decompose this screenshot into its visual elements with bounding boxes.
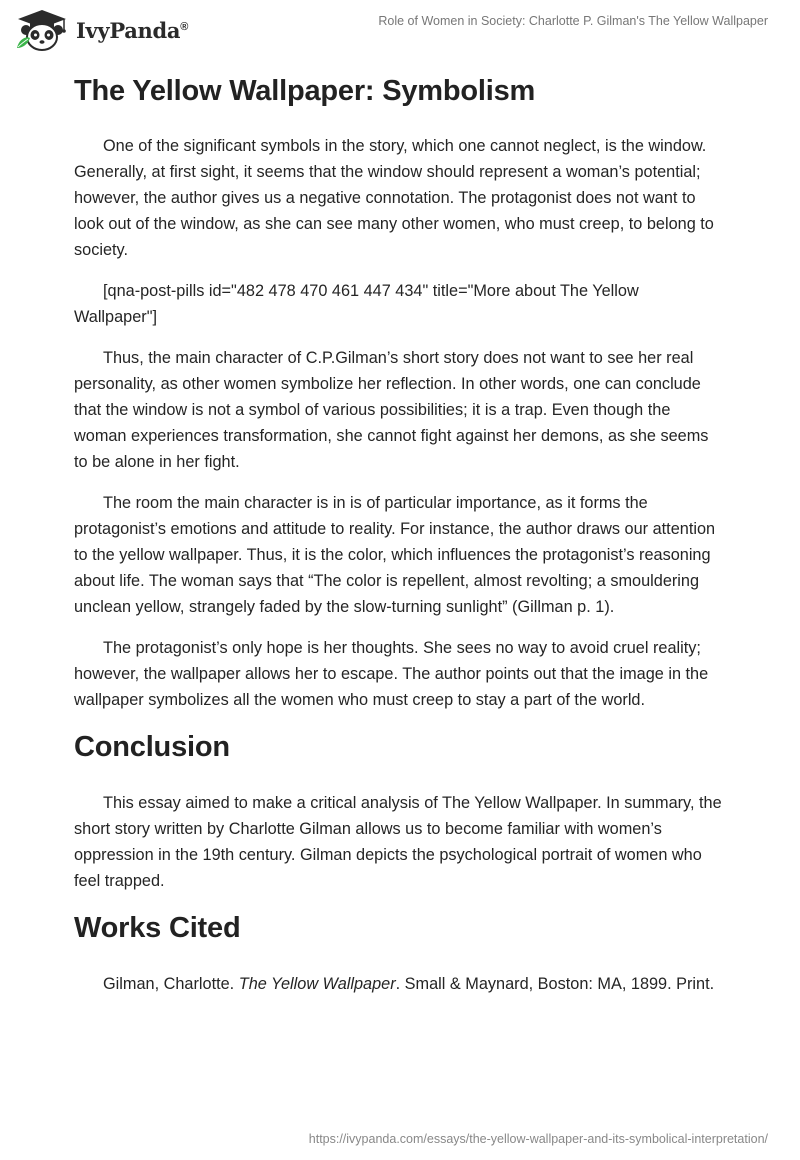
symbolism-heading: The Yellow Wallpaper: Symbolism: [74, 75, 536, 107]
citation-author: Gilman, Charlotte.: [103, 975, 235, 993]
paragraph: Thus, the main character of C.P.Gilman’s short story does not want to see her real personality, as other women symbolize her reflection. In other words, one can conclude that the window is not a symbol of various possibilities; it is a trap. Even though the woman experiences transformation, she cannot fight against her demons, as she seems to be alone in her fight.: [74, 349, 709, 471]
paragraph: The protagonist’s only hope is her thoughts. She sees no way to avoid cruel reality; however, the wallpaper allows her to escape. The author points out that the image in the wallpaper symbolizes all the women who must creep to stay a part of the world.: [74, 639, 709, 709]
conclusion-heading: Conclusion: [74, 731, 230, 763]
paragraph: The room the main character is in is of particular importance, as it forms the protagonist’s emotions and attitude to reality. For instance, the author draws our attention to the yellow wallpaper. Thus, it is the color, which influences the protagonist’s reasoning about life. The woman says that “The color is repellent, almost revolting; a smouldering unclean yellow, strangely faded by the slow-turning sunlight” (Gillman p. 1).: [74, 494, 716, 616]
works-cited-heading: Works Cited: [74, 912, 241, 944]
logo[interactable]: [14, 8, 188, 52]
article-body: [74, 72, 726, 1012]
source-url[interactable]: https://ivypanda.com/essays/the-yellow-wallpaper-and-its-symbolical-interpretation/: [308, 1132, 768, 1146]
page-header: [0, 0, 800, 64]
panda-logo-icon: [14, 8, 70, 52]
document-title: Role of Women in Society: Charlotte P. Gilman's The Yellow Wallpaper: [378, 14, 768, 28]
shortcode-paragraph: [qna-post-pills id="482 478 470 461 447 434" title="More about The Yellow Wallpaper"]: [74, 282, 639, 326]
paragraph: This essay aimed to make a critical analysis of The Yellow Wallpaper. In summary, the short story written by Charlotte Gilman allows us to become familiar with women’s oppression in the 19th century. Gilman depicts the psychological portrait of women who feel trapped.: [74, 794, 722, 890]
paragraph: One of the significant symbols in the story, which one cannot neglect, is the window. Generally, at first sight, it seems that the window should represent a woman’s potential; however, the author gives us a negative connotation. The protagonist does not want to look out of the window, as she can see many other women, who must creep, to belong to society.: [74, 137, 714, 259]
citation-entry: [74, 971, 726, 997]
brand-name: IvyPanda®: [76, 17, 189, 43]
citation-details: . Small & Maynard, Boston: MA, 1899. Print.: [395, 975, 715, 993]
citation-title: The Yellow Wallpaper: [238, 975, 396, 993]
